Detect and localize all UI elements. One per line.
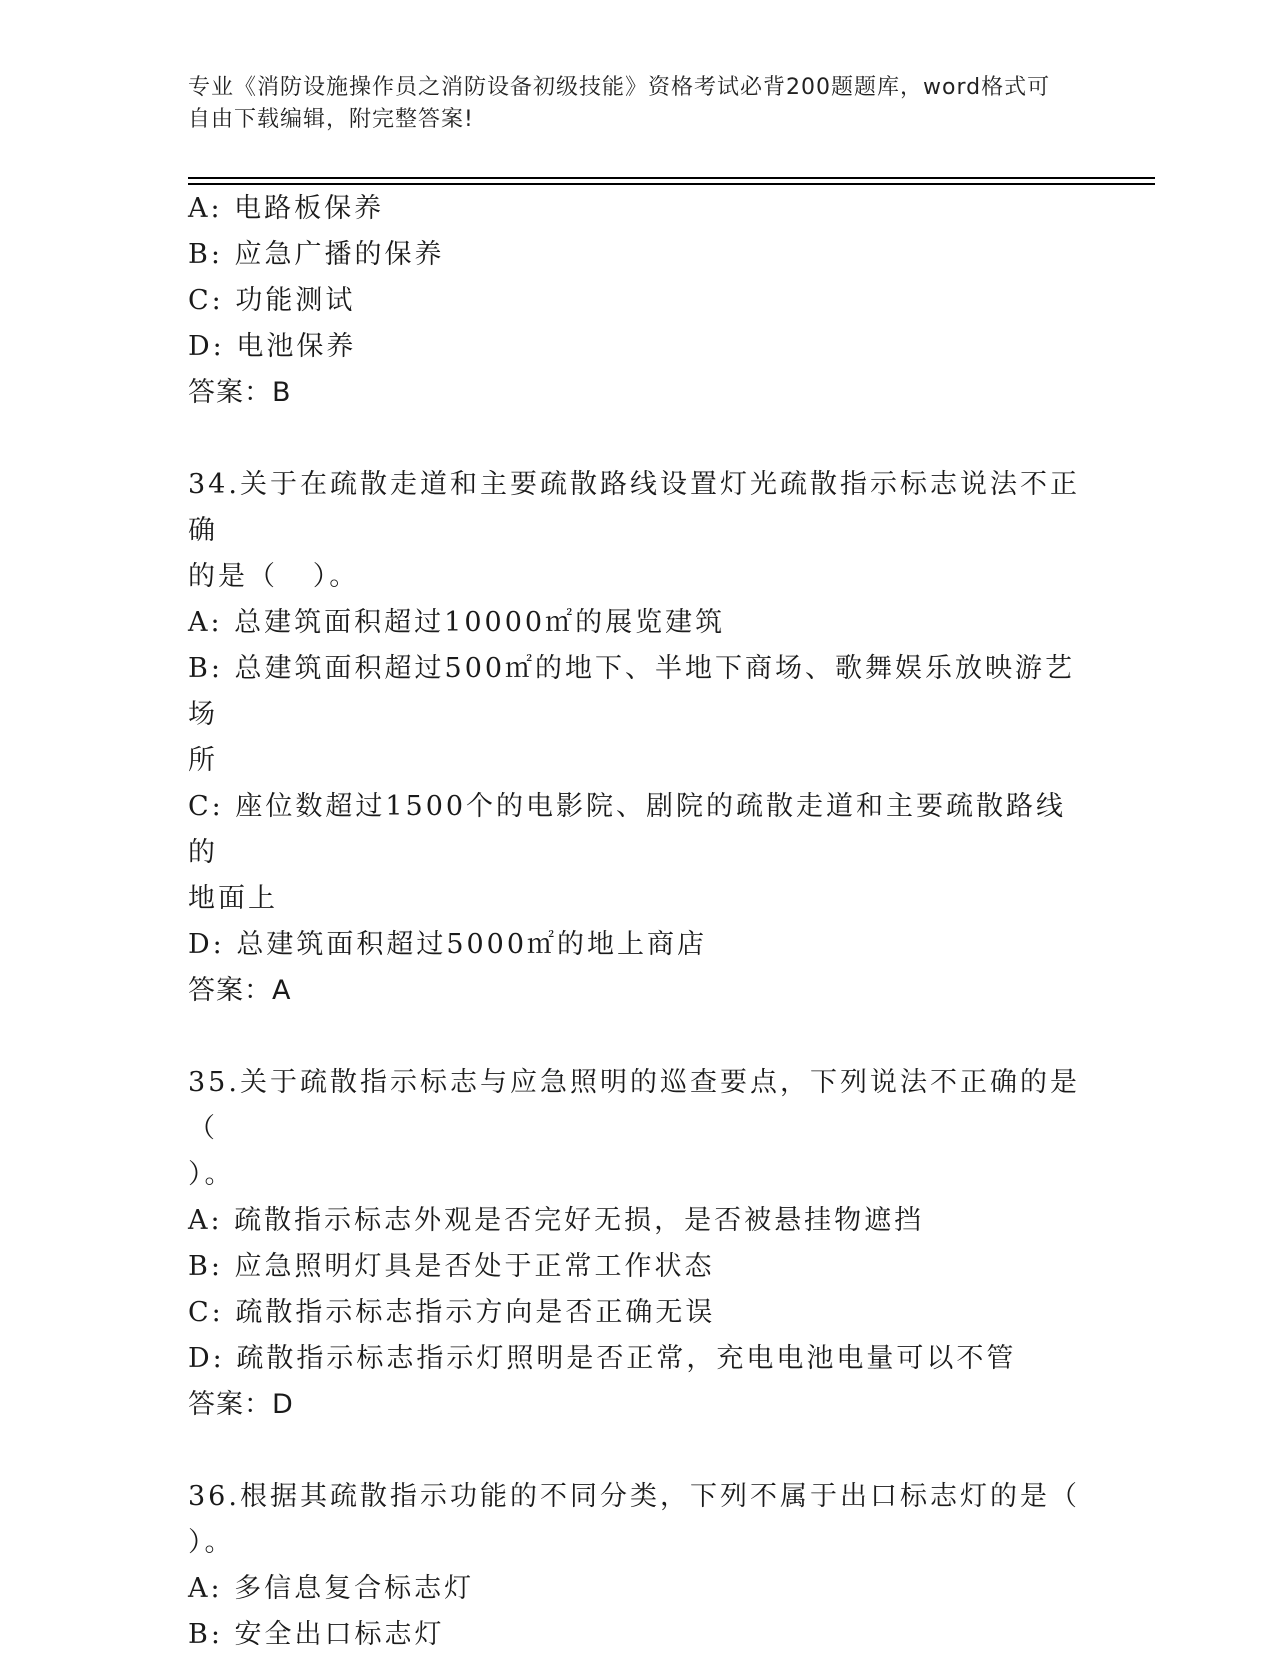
option-b: B: 总建筑面积超过500㎡的地下、半地下商场、歌舞娱乐放映游艺场 <box>188 653 1076 730</box>
question-34 <box>188 462 1088 1014</box>
option-c: C: 功能测试 <box>188 285 356 316</box>
option-c: C: 座位数超过1500个的电影院、剧院的疏散走道和主要疏散路线的 <box>188 791 1067 868</box>
question-stem-continued: ）。 <box>188 1159 235 1190</box>
question-stem-continued: 的是（ ）。 <box>188 561 360 592</box>
document-header: 专业《消防设施操作员之消防设备初级技能》资格考试必背200题题库，word格式可自由下载编辑，附完整答案! <box>188 75 1051 132</box>
question-stem-continued: ）。 <box>188 1527 235 1558</box>
header-divider-bottom <box>188 183 1155 185</box>
option-d: D: 疏散指示标志指示灯照明是否正常，充电电池电量可以不管 <box>188 1343 1017 1374</box>
option-b: B: 安全出口标志灯 <box>188 1619 445 1650</box>
question-stem: 36.根据其疏散指示功能的不同分类，下列不属于出口标志灯的是（ <box>188 1481 1080 1512</box>
option-a: A: 疏散指示标志外观是否完好无损，是否被悬挂物遮挡 <box>188 1205 925 1236</box>
option-d: D: 电池保养 <box>188 331 357 362</box>
header-divider-top <box>188 177 1155 179</box>
option-a: A: 总建筑面积超过10000㎡的展览建筑 <box>188 607 726 638</box>
option-c-continued: 地面上 <box>188 883 278 914</box>
option-a: A: 多信息复合标志灯 <box>188 1573 475 1604</box>
question-36 <box>188 1474 1088 1658</box>
answer-label: 答案：B <box>188 377 292 408</box>
question-35 <box>188 1060 1088 1428</box>
option-b-continued: 所 <box>188 745 218 776</box>
option-a: A: 电路板保养 <box>188 193 385 224</box>
question-stem: 34.关于在疏散走道和主要疏散路线设置灯光疏散指示标志说法不正确 <box>188 469 1080 546</box>
option-b: B: 应急广播的保养 <box>188 239 445 270</box>
spacer <box>188 1428 1088 1474</box>
option-c: C: 疏散指示标志指示方向是否正确无误 <box>188 1297 716 1328</box>
question-content <box>188 186 1088 1658</box>
spacer <box>188 1014 1088 1060</box>
option-b: B: 应急照明灯具是否处于正常工作状态 <box>188 1251 715 1282</box>
option-d: D: 总建筑面积超过5000㎡的地上商店 <box>188 929 708 960</box>
question-33 <box>188 186 1088 416</box>
answer-label: 答案：A <box>188 975 292 1006</box>
answer-label: 答案：D <box>188 1389 294 1420</box>
question-stem: 35.关于疏散指示标志与应急照明的巡查要点，下列说法不正确的是（ <box>188 1067 1080 1144</box>
spacer <box>188 416 1088 462</box>
